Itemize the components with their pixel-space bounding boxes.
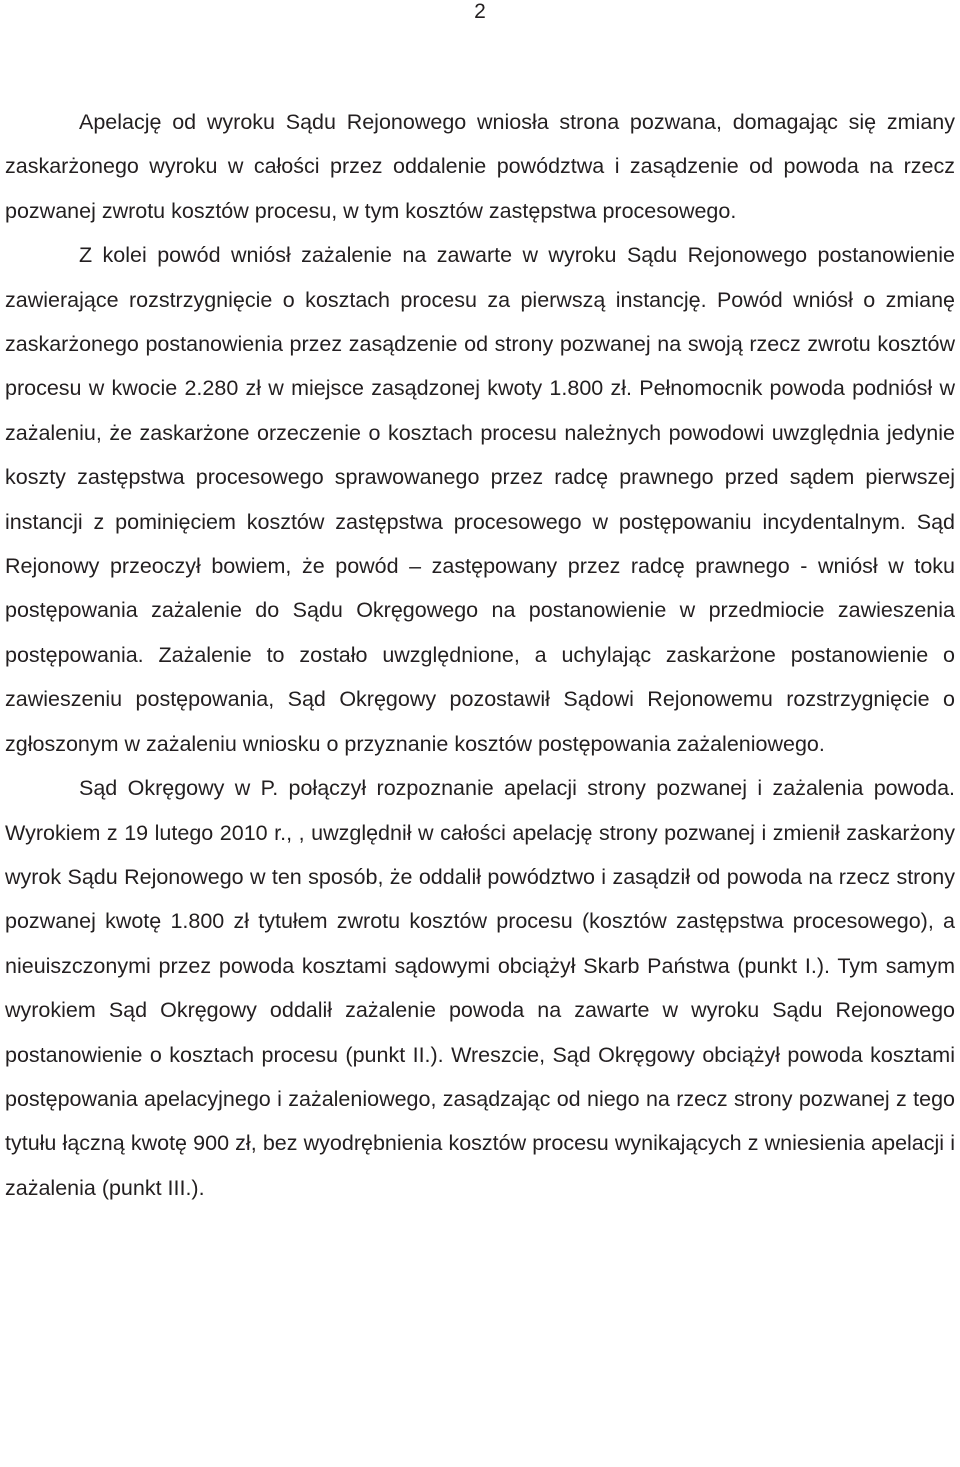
page-number: 2	[474, 0, 486, 23]
paragraph-judgment: Sąd Okręgowy w P. połączył rozpoznanie apelacji strony pozwanej i zażalenia powoda. Wyrokiem z 19 lutego 2010 r., , uwzględnił w całości apelację strony pozwanej i zmienił zaskarżony wyrok Sądu Rejonowego w ten sposób, że oddalił powództwo i zasądził od powoda na rzecz strony pozwanej kwotę 1.800 zł tytułem zwrotu kosztów procesu (kosztów zastępstwa procesowego), a nieuiszczonymi przez powoda kosztami sądowymi obciążył Skarb Państwa (punkt I.). Tym samym wyrokiem Sąd Okręgowy oddalił zażalenie powoda na zawarte w wyroku Sądu Rejonowego postanowienie o kosztach procesu (punkt II.). Wreszcie, Sąd Okręgowy obciążył powoda kosztami postępowania apelacyjnego i zażaleniowego, zasądzając od niego na rzecz strony pozwanej z tego tytułu łączną kwotę 900 zł, bez wyodrębnienia kosztów procesu wynikających z wniesienia apelacji i zażalenia (punkt III.).	[5, 776, 955, 1200]
paragraph-complaint: Z kolei powód wniósł zażalenie na zawarte w wyroku Sądu Rejonowego postanowienie zawierające rozstrzygnięcie o kosztach procesu za pierwszą instancję. Powód wniósł o zmianę zaskarżonego postanowienia przez zasądzenie od strony pozwanej na swoją rzecz zwrotu kosztów procesu w kwocie 2.280 zł w miejsce zasądzonej kwoty 1.800 zł. Pełnomocnik powoda podniósł w zażaleniu, że zaskarżone orzeczenie o kosztach procesu należnych powodowi uwzględnia jedynie koszty zastępstwa procesowego sprawowanego przez radcę prawnego przed sądem pierwszej instancji z pominięciem kosztów zastępstwa procesowego w postępowaniu incydentalnym. Sąd Rejonowy przeoczył bowiem, że powód – zastępowany przez radcę prawnego - wniósł w toku postępowania zażalenie do Sądu Okręgowego na postanowienie w przedmiocie zawieszenia postępowania. Zażalenie to zostało uwzględnione, a uchylając zaskarżone postanowienie o zawieszeniu postępowania, Sąd Okręgowy pozostawił Sądowi Rejonowemu rozstrzygnięcie o zgłoszonym w zażaleniu wniosku o przyznanie kosztów postępowania zażaleniowego.	[5, 243, 955, 756]
document-body	[5, 100, 955, 1210]
paragraph-appeal: Apelację od wyroku Sądu Rejonowego wniosła strona pozwana, domagając się zmiany zaskarżonego wyroku w całości przez oddalenie powództwa i zasądzenie od powoda na rzecz pozwanej zwrotu kosztów procesu, w tym kosztów zastępstwa procesowego.	[5, 110, 955, 223]
